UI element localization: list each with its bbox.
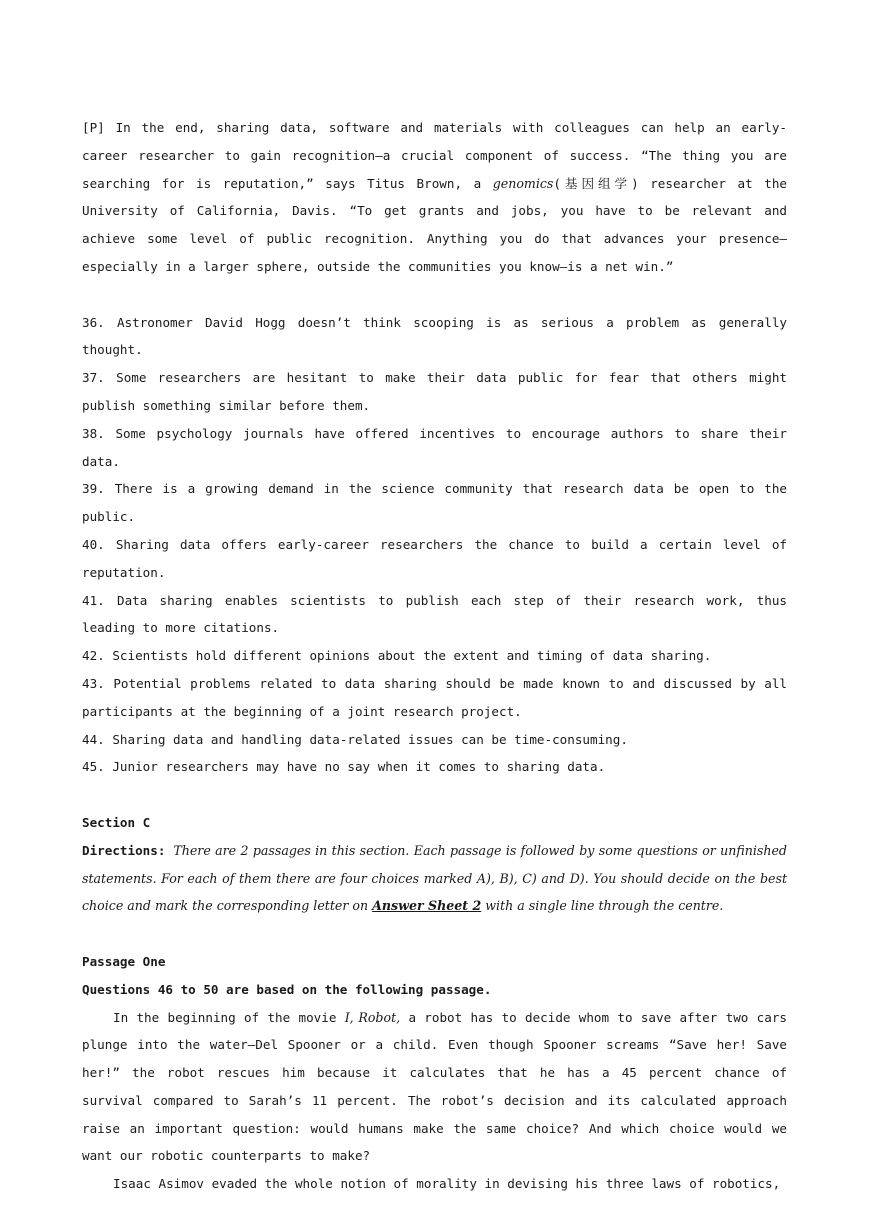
p1-rest: a robot has to decide whom to save after two cars plunge into the water—Del Spooner or a child. Even though Spooner screams “Save her! Save her!” the robot rescues him because it calculates that he has a 45 percent chance of survival compared to Sarah’s 11 percent. The robot’s decision and its calculated approach raise an important question: would humans make the same choice? And which choice would we want our robotic counterparts to make?	[82, 1009, 787, 1164]
passage-one-paragraph-2: Isaac Asimov evaded the whole notion of morality in devising his three laws of robotics,	[113, 1176, 781, 1192]
questions-range-line: Questions 46 to 50 are based on the following passage.	[82, 981, 492, 997]
statement-38: 38. Some psychology journals have offered incentives to encourage authors to share their data.	[82, 425, 787, 469]
statement-41: 41. Data sharing enables scientists to publish each step of their research work, thus leading to more citations.	[82, 592, 787, 636]
passage-p	[82, 114, 787, 281]
directions-label: Directions:	[82, 842, 166, 858]
passage-p-italic-word: genomics	[492, 175, 554, 191]
movie-title: I, Robot,	[344, 1009, 401, 1025]
passage-one-paragraph-1	[82, 1004, 787, 1171]
passage-p-text-2: (基因组学) researcher at the University of California, Davis. “To get grants and jobs, you have to be relevant and achieve some level of public recognition. Anything you do that advances your presence—especially in a larger sphere, outside the communities you know—is a net win.”	[82, 175, 787, 274]
section-c-title: Section C	[82, 814, 151, 830]
statement-45: 45. Junior researchers may have no say when it comes to sharing data.	[82, 759, 606, 775]
passage-one-title: Passage One	[82, 953, 166, 969]
directions-tail: with a single line through the centre.	[481, 898, 724, 914]
statement-42: 42. Scientists hold different opinions about the extent and timing of data sharing.	[82, 648, 712, 664]
statement-36: 36. Astronomer David Hogg doesn’t think scooping is as serious a problem as generally thought.	[82, 314, 787, 358]
spacer	[82, 781, 787, 809]
p1-start: In the beginning of the movie	[113, 1009, 345, 1025]
spacer	[82, 920, 787, 948]
passage-p-text-1: [P] In the end, sharing data, software and materials with colleagues can help an early-career researcher to gain recognition—a crucial component of success. “The thing you are searching for is reputation,” says Titus Brown, a	[82, 120, 787, 191]
directions-text: There are 2 passages in this section. Each passage is followed by some questions or unfinished statements. For each of them there are four choices marked A), B), C) and D). You should decide on the best choice and mark the corresponding letter on	[82, 842, 787, 914]
statement-list	[82, 309, 787, 782]
answer-sheet-label: Answer Sheet 2	[372, 898, 482, 914]
statement-37: 37. Some researchers are hesitant to make their data public for fear that others might publish something similar before them.	[82, 370, 787, 413]
spacer	[82, 281, 787, 309]
document-page	[82, 114, 787, 1198]
statement-43: 43. Potential problems related to data sharing should be made known to and discussed by all participants at the beginning of a joint research project.	[82, 675, 787, 719]
statement-44: 44. Sharing data and handling data-related issues can be time-consuming.	[82, 731, 628, 747]
statement-39: 39. There is a growing demand in the science community that research data be open to the public.	[82, 481, 787, 525]
directions	[82, 837, 787, 920]
statement-40: 40. Sharing data offers early-career researchers the chance to build a certain level of reputation.	[82, 536, 787, 580]
